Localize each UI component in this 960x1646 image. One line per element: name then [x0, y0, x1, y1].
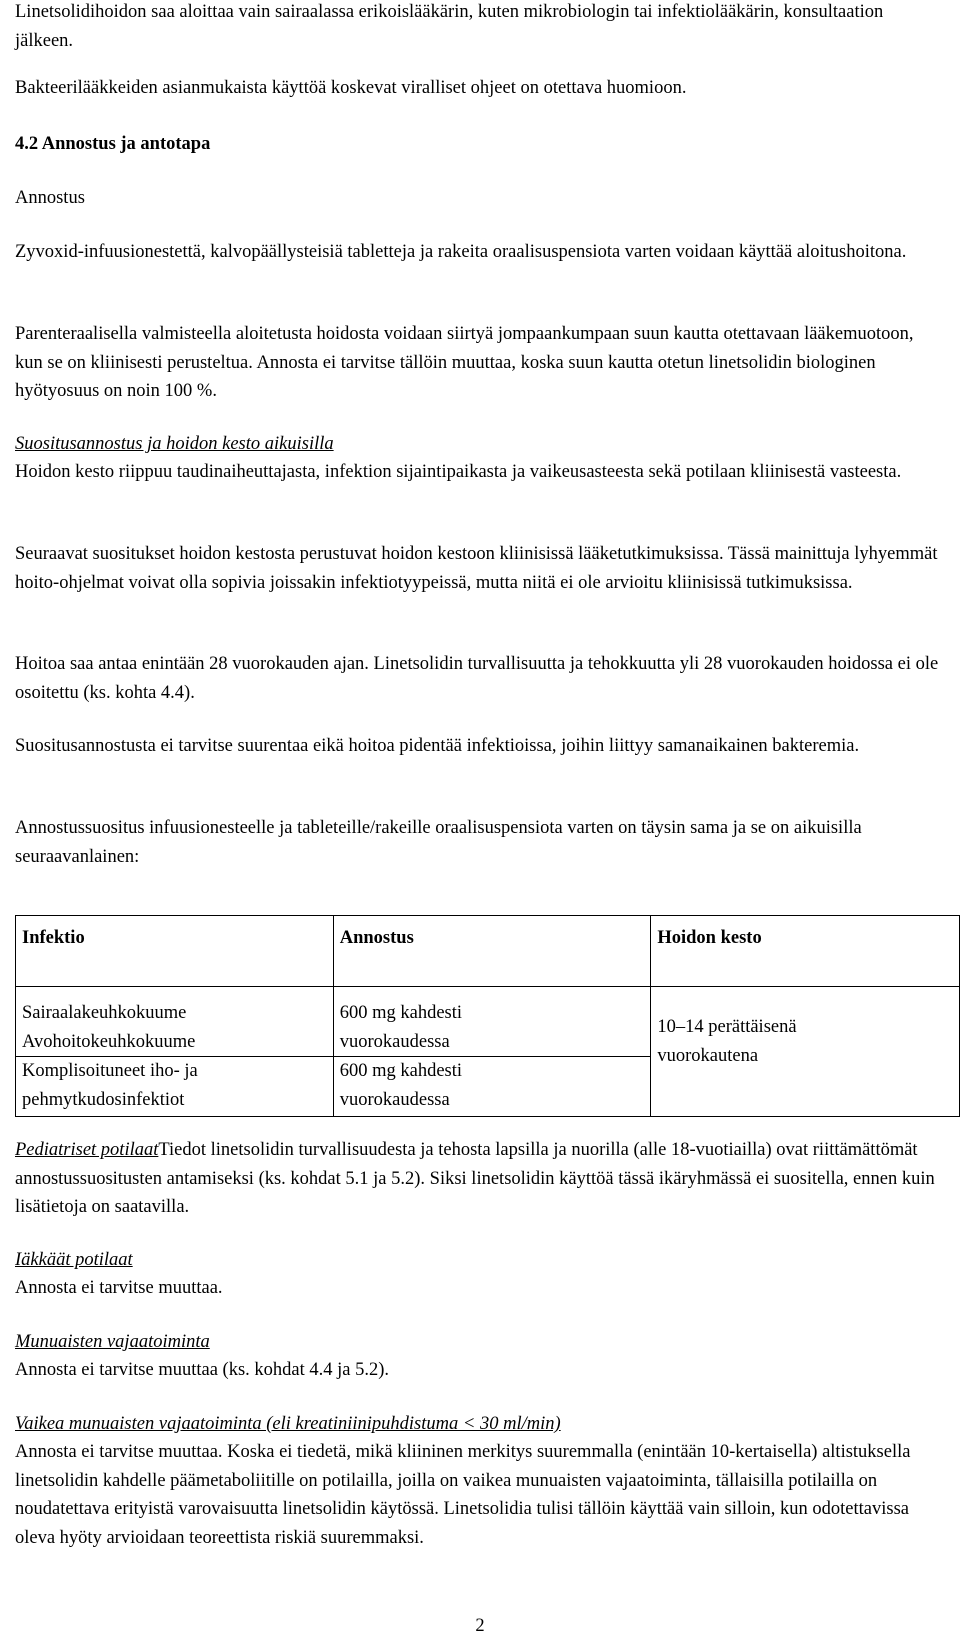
dosage-paragraph-1: Zyvoxid-infuusionestettä, kalvopäällysteisiä tabletteja ja rakeita oraalisuspensiota varten voidaan käyttää aloitushoitona. — [15, 242, 907, 262]
adults-paragraph-5: Annostussuositus infuusionesteelle ja tableteille/rakeille oraalisuspensiota varten on täysin sama ja se on aikuisilla seuraavanlainen: — [15, 818, 862, 867]
dose-cell — [333, 987, 651, 1117]
table-row — [16, 987, 960, 1117]
infection-skin-line-2: pehmytkudosinfektiot — [22, 1089, 185, 1110]
renal-text: Annosta ei tarvitse muuttaa (ks. kohdat 4.4 ja 5.2). — [15, 1360, 390, 1380]
adults-paragraph-4: Suositusannostusta ei tarvitse suurentaa eikä hoitoa pidentää infektioissa, joihin liittyy samanaikainen bakteremia. — [15, 736, 860, 756]
infection-hospital-pneumonia: Sairaalakeuhkokuume — [22, 1003, 187, 1023]
severe-renal-title: Vaikea munuaisten vajaatoiminta (eli kreatiniinipuhdistuma < 30 ml/min) — [15, 1414, 561, 1434]
dosage-paragraph-2: Parenteraalisella valmisteella aloitetusta hoidosta voidaan siirtyä jompaankumpaan suun kautta otettavaan lääkemuotoon, kun se on kliinisesti perusteltua. Annosta ei tarvitse tällöin muuttaa, koska suun kautta otetun linetsolidin biologinen hyötyosuus on noin 100 %. — [15, 324, 914, 401]
dose-1-line-2: vuorokaudessa — [339, 1031, 450, 1052]
section-heading: 4.2 Annostus ja antotapa — [15, 134, 211, 154]
table-header-infection: Infektio — [16, 916, 334, 987]
intro-paragraph-2: Bakteerilääkkeiden asianmukaista käyttöä koskevat viralliset ohjeet on otettava huomioon. — [15, 78, 687, 98]
severe-renal-text: Annosta ei tarvitse muuttaa. Koska ei tiedetä, mikä kliininen merkitys suuremmalla (enintään 10-kertaisella) altistuksella linetsolidin kahdelle päämetaboliitille on potilailla, joilla on vaikea munuaisten vajaatoiminta, tällaisilla potilailla on noudatettava erityistä varovaisuutta linetsolidin käytössä. Linetsolidia tulisi tällöin käyttää vain silloin, kun odotettavissa oleva hyöty arvioidaan teoreettista riskiä suuremmaksi. — [15, 1442, 911, 1548]
renal-title: Munuaisten vajaatoiminta — [15, 1332, 210, 1352]
dose-2-line-2: vuorokaudessa — [339, 1089, 450, 1110]
duration-line-2: vuorokautena — [657, 1045, 759, 1066]
dosage-table — [15, 915, 960, 1117]
pediatric-text: Tiedot linetsolidin turvallisuudesta ja tehosta lapsilla ja nuorilla (alle 18-vuotiailla) ovat riittämättömät annostussuositusten antamiseksi (ks. kohdat 5.1 ja 5.2). Siksi linetsolidin käyttöä tässä ikäryhmässä ei suositella, ennen kuin lisätietoja on saatavilla. — [15, 1140, 935, 1217]
adults-paragraph-2: Seuraavat suositukset hoidon kestosta perustuvat hoidon kestoon kliinisissä lääketutkimuksissa. Tässä mainittuja lyhyemmät hoito-ohjelmat voivat olla sopivia joissakin infektiotyypeissä, mutta niitä ei ole arvioitu kliinisissä tutkimuksissa. — [15, 544, 938, 593]
table-header-row — [16, 916, 960, 987]
pediatric-paragraph — [15, 1136, 945, 1222]
adults-paragraph-1: Hoidon kesto riippuu taudinaiheuttajasta, infektion sijaintipaikasta ja vaikeusasteesta sekä potilaan kliinisestä vasteesta. — [15, 462, 902, 482]
dose-2-line-1: 600 mg kahdesti — [334, 1056, 651, 1086]
table-header-duration: Hoidon kesto — [651, 916, 960, 987]
section-subheading: Annostus — [15, 188, 85, 208]
adults-title: Suositusannostus ja hoidon kesto aikuisilla — [15, 434, 334, 454]
elderly-text: Annosta ei tarvitse muuttaa. — [15, 1278, 223, 1298]
pediatric-title: Pediatriset potilaat — [15, 1140, 159, 1160]
duration-cell — [651, 987, 960, 1117]
dose-1-line-1: 600 mg kahdesti — [339, 1003, 463, 1023]
infection-community-pneumonia: Avohoitokeuhkokuume — [22, 1031, 196, 1052]
duration-line-1: 10–14 perättäisenä — [657, 1017, 797, 1037]
table-header-dose: Annostus — [333, 916, 651, 987]
infection-cell — [16, 987, 334, 1117]
adults-paragraph-3: Hoitoa saa antaa enintään 28 vuorokauden ajan. Linetsolidin turvallisuutta ja tehokkuutta yli 28 vuorokauden hoidossa ei ole osoitettu (ks. kohta 4.4). — [15, 654, 939, 703]
infection-skin-line-1: Komplisoituneet iho- ja — [16, 1056, 333, 1086]
intro-paragraph-1: Linetsolidihoidon saa aloittaa vain sairaalassa erikoislääkärin, kuten mikrobiologin tai infektiolääkärin, konsultaation jälkeen. — [15, 2, 884, 51]
elderly-title: Iäkkäät potilaat — [15, 1250, 133, 1270]
page-number: 2 — [475, 1616, 485, 1636]
